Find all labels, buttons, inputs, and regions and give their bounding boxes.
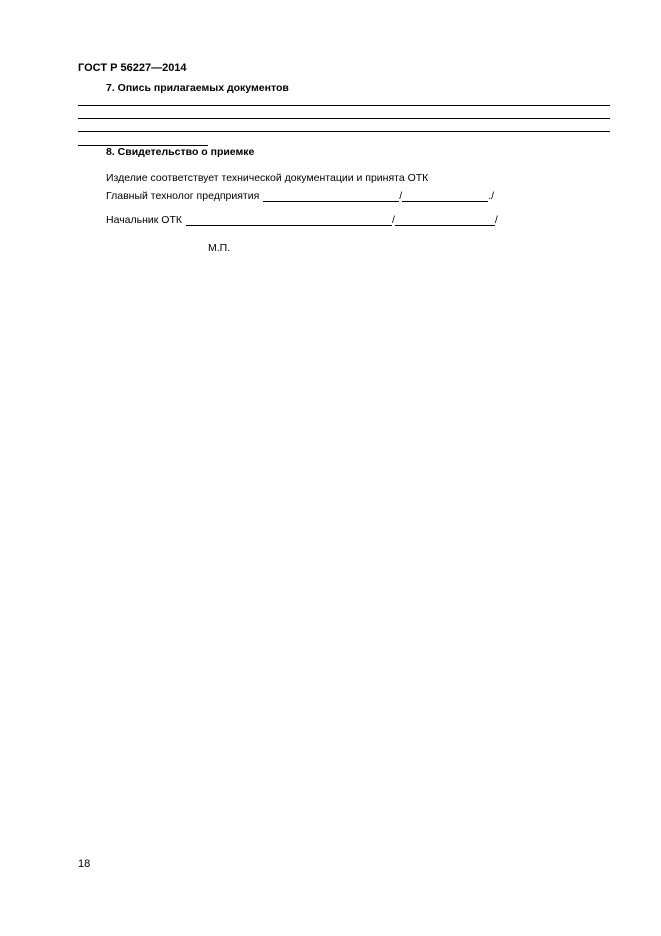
section-8-title: 8. Свидетельство о приемке <box>106 146 255 158</box>
section-7-title: 7. Опись прилагаемых документов <box>106 82 289 94</box>
signature-separator: / <box>494 214 498 226</box>
chief-technologist-name-line <box>402 190 488 202</box>
otk-head-name-line <box>395 214 495 226</box>
document-list-line-1 <box>78 105 610 106</box>
acceptance-statement: Изделие соответствует технической документации и принята ОТК <box>106 172 429 184</box>
signature-separator: / <box>399 190 403 202</box>
signature-separator: / <box>391 214 395 226</box>
signature-closing: . <box>488 190 492 202</box>
page-number: 18 <box>78 858 91 870</box>
chief-technologist-label: Главный технолог предприятия <box>106 190 260 202</box>
chief-technologist-signature-line <box>263 190 399 202</box>
stamp-place: М.П. <box>208 242 231 254</box>
document-list-line-3 <box>78 131 610 132</box>
otk-head-signature-line <box>186 214 392 226</box>
otk-head-signature-row <box>106 214 498 226</box>
chief-technologist-signature-row <box>106 190 494 202</box>
document-list-line-2 <box>78 118 610 119</box>
standard-designation: ГОСТ Р 56227—2014 <box>78 62 187 74</box>
otk-head-label: Начальник ОТК <box>106 214 182 226</box>
signature-separator: / <box>491 190 495 202</box>
